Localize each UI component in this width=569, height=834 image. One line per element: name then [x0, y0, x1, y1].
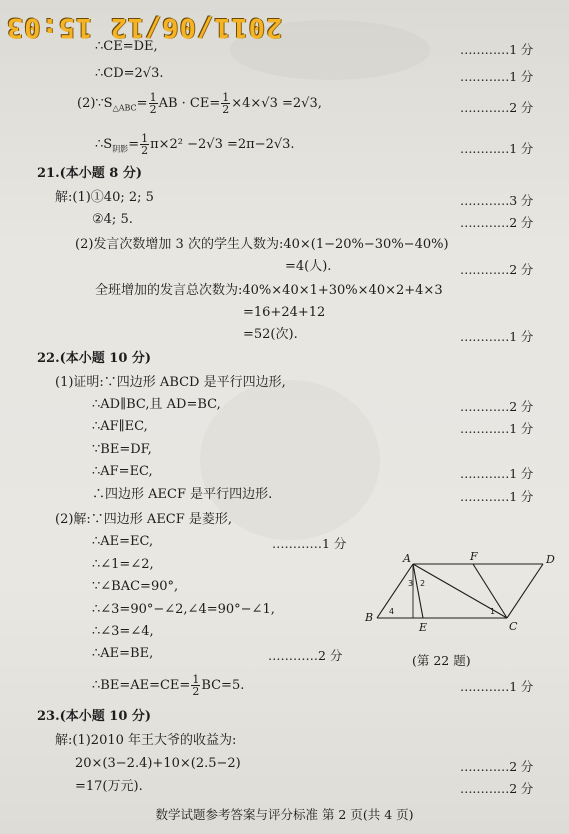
q22-solve-1: (2)解:∵四边形 AECF 是菱形,	[55, 512, 233, 527]
line-area-abc: $(2)\because S_{\triangle ABC}=$ $\frac{1}{2}$ AB · CE= $\frac{1}{2}$ ×4×√3 =2√3,	[77, 91, 322, 116]
q22-solve-3: ∴∠1=∠2,	[92, 557, 154, 572]
score-1: …………1 分	[460, 69, 534, 84]
figure-edge-ae	[413, 564, 426, 618]
q21-total-line3: =52(次).	[243, 327, 298, 342]
figure-label-e: E	[419, 621, 428, 634]
q21-total-line1: 全班增加的发言总次数为:40%×40×1+30%×40×2+4×3	[95, 283, 443, 298]
figure-edge-ba	[377, 564, 413, 618]
score-2: …………2 分	[460, 759, 534, 774]
q21-answer-1: 解:(1)①40; 2; 5	[55, 190, 154, 205]
score-2: …………2 分	[460, 262, 534, 277]
figure-angle-3: 3	[408, 579, 414, 588]
score-2-inline: …………2 分	[268, 648, 343, 663]
q22-proof-6: ∴四边形 AECF 是平行四边形.	[92, 487, 273, 502]
q22-proof-4: ∵BE=DF,	[92, 442, 152, 457]
score-1: …………1 分	[460, 489, 534, 504]
score-1: …………1 分	[460, 141, 534, 156]
q21-part2-line1: (2)发言次数增加 3 次的学生人数为:40×(1−20%−30%−40%)	[75, 237, 449, 252]
page-footer: 数学试题参考答案与评分标准 第 2 页(共 4 页)	[155, 807, 414, 822]
q22-solve-4: ∵∠BAC=90°,	[92, 579, 179, 594]
score-2: …………2 分	[460, 781, 534, 796]
score-1: …………1 分	[460, 466, 534, 481]
figure-angle-2: 2	[420, 579, 426, 588]
q21-part2-line2: =4(人).	[285, 259, 332, 274]
q22-proof-2: ∴AD∥BC,且 AD=BC,	[92, 397, 221, 412]
q21-heading: 21.(本小题 8 分)	[37, 166, 143, 181]
score-1: …………1 分	[460, 329, 534, 344]
q23-answer-2: 20×(3−2.4)+10×(2.5−2)	[75, 756, 241, 771]
q23-answer-3: =17(万元).	[75, 779, 143, 794]
score-3: …………3 分	[460, 193, 534, 208]
q22-solve-8: ∴BE=AE=CE= $\frac{1}{2}$ BC=5.	[92, 673, 245, 698]
q22-solve-2: ∴AE=EC,	[92, 534, 154, 549]
line-cd: ∴CD=2√3.	[95, 66, 164, 81]
score-1: …………1 分	[460, 421, 534, 436]
q22-proof-5: ∴AF=EC,	[92, 464, 153, 479]
figure-label-f: F	[470, 550, 478, 563]
figure-angle-4: 4	[389, 607, 395, 616]
q23-heading: 23.(本小题 10 分)	[37, 709, 152, 724]
q22-solve-7: ∴AE=BE,	[92, 646, 154, 661]
figure-edge-cd	[507, 564, 543, 618]
camera-timestamp: 2011/06/12 15:03	[6, 12, 283, 43]
q22-solve-6: ∴∠3=∠4,	[92, 624, 154, 639]
figure-caption: (第 22 题)	[412, 653, 471, 668]
q22-proof-3: ∴AF∥EC,	[92, 419, 148, 434]
figure-label-a: A	[403, 552, 411, 565]
score-2: …………2 分	[460, 399, 534, 414]
figure-label-c: C	[509, 620, 518, 633]
figure-label-d: D	[546, 553, 555, 566]
q23-answer-1: 解:(1)2010 年王大爷的收益为:	[55, 733, 237, 748]
line-area-shaded: $\therefore S_{阴影}=$ $\frac{1}{2}$ π×2² −2√3 =2π−2√3.	[95, 132, 295, 157]
q22-figure	[357, 550, 557, 660]
score-1: …………1 分	[460, 679, 534, 694]
score-1-inline: …………1 分	[272, 536, 347, 551]
score-2: …………2 分	[460, 100, 534, 115]
score-2: …………2 分	[460, 215, 534, 230]
q21-total-line2: =16+24+12	[243, 305, 326, 320]
q22-proof-1: (1)证明:∵四边形 ABCD 是平行四边形,	[55, 375, 286, 390]
q22-solve-5: ∴∠3=90°−∠2,∠4=90°−∠1,	[92, 602, 275, 617]
figure-label-b: B	[365, 611, 374, 624]
q22-heading: 22.(本小题 10 分)	[37, 351, 152, 366]
figure-angle-1: 1	[490, 607, 496, 616]
q21-answer-2: ②4; 5.	[92, 212, 133, 227]
score-1: …………1 分	[460, 42, 534, 57]
line-ce: ∴CE=DE,	[95, 39, 158, 54]
